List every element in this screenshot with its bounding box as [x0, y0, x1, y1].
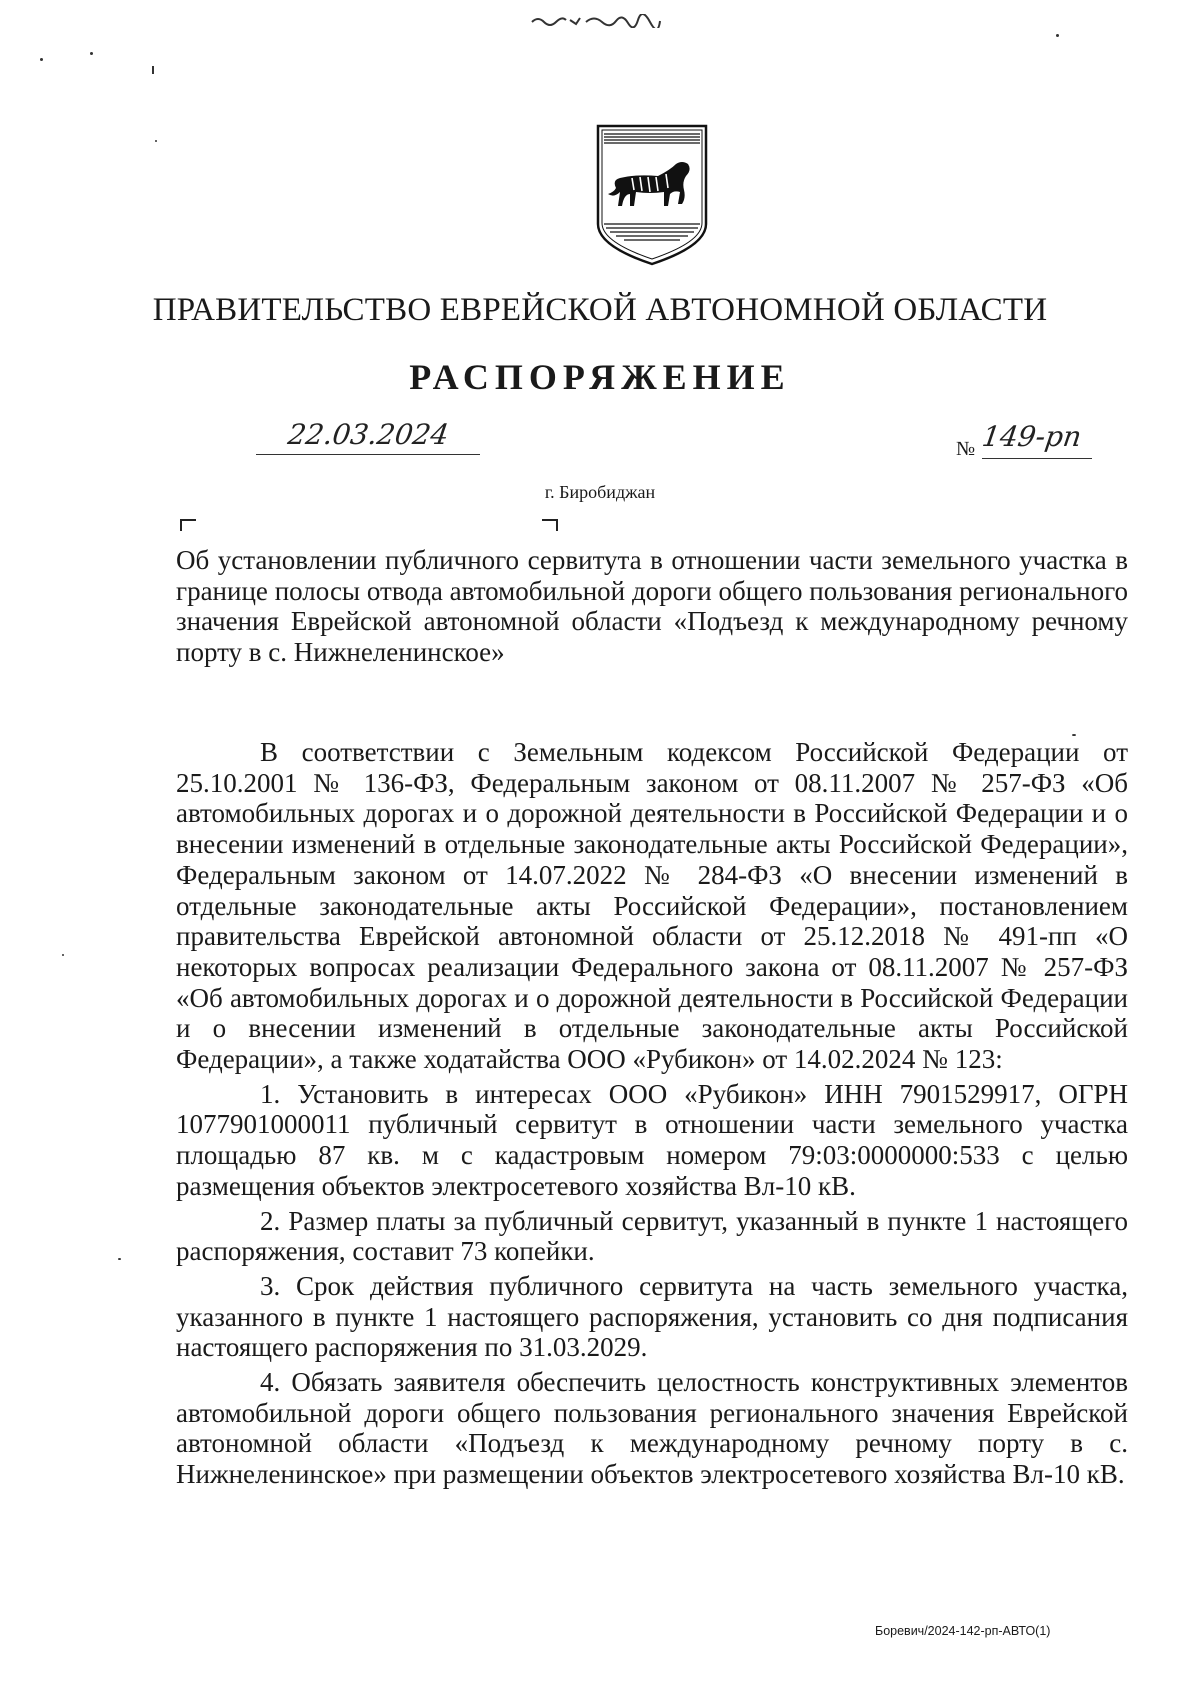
subject-corner-mark-right — [542, 519, 558, 531]
preamble-paragraph: В соответствии с Земельным кодексом Российской Федерации от 25.10.2001 № 136-ФЗ, Федеральным законом от 08.11.2007 № 257-ФЗ «Об автомобильных дорогах и о дорожной деятельности в Российской Федерации и о внесении изменений в отдельные законодательные акты Российской Федерации», Федеральным законом от 14.07.2022 № 284-ФЗ «О внесении изменений в отдельные законодательные акты Российской Федерации», постановлением правительства Еврейской автономной области от 25.12.2018 № 491-пп «О некоторых вопросах реализации Федерального закона от 08.11.2007 № 257-ФЗ «Об автомобильных дорогах и о дорожной деятельности в Российской Федерации и о внесении изменений в отдельные законодательные акты Российской Федерации», а также ходатайства ООО «Рубикон» от 14.02.2024 № 123: — [176, 737, 1128, 1075]
city-name: г. Биробиджан — [544, 482, 656, 502]
scan-speck — [1072, 734, 1076, 736]
coat-of-arms-emblem — [596, 124, 708, 266]
date-underline — [256, 454, 480, 455]
number-label: № — [956, 438, 976, 460]
scan-stamp-mark — [530, 14, 690, 28]
footer-reference: Боревич/2024-142-рп-АВТО(1) — [875, 1624, 1051, 1638]
document-type-heading: РАСПОРЯЖЕНИЕ — [409, 357, 791, 397]
subject-corner-mark-left — [180, 519, 196, 531]
scan-speck — [90, 52, 93, 55]
order-item-2: 2. Размер платы за публичный сервитут, указанный в пункте 1 настоящего распоряжения, составит 73 копейки. — [176, 1205, 1128, 1267]
order-item-1: 1. Установить в интересах ООО «Рубикон» ИНН 7901529917, ОГРН 1077901000011 публичный сервитут в отношении части земельного участка площадью 87 кв. м с кадастровым номером 79:03:0000000:533 с целью размещения объектов электросетевого хозяйства Вл-10 кВ. — [176, 1078, 1128, 1201]
scan-speck — [118, 1258, 121, 1260]
scan-speck — [155, 140, 157, 142]
handwritten-document-number: 149-рп — [980, 420, 1084, 453]
document-body — [176, 737, 1128, 1490]
scan-speck — [152, 66, 154, 74]
number-underline — [982, 458, 1092, 459]
order-item-4: 4. Обязать заявителя обеспечить целостность конструктивных элементов автомобильной дороги общего пользования регионального значения Еврейской автономной области «Подъезд к международному речному порту в с. Нижнеленинское» при размещении объектов электросетевого хозяйства Вл-10 кВ. — [176, 1367, 1128, 1490]
scan-speck — [62, 954, 64, 956]
document-subject: Об установлении публичного сервитута в отношении части земельного участка в границе полосы отвода автомобильной дороги общего пользования регионального значения Еврейской автономной области «Подъезд к международному речному порту в с. Нижнеленинское» — [176, 545, 1128, 667]
scan-speck — [1056, 34, 1059, 37]
government-title: ПРАВИТЕЛЬСТВО ЕВРЕЙСКОЙ АВТОНОМНОЙ ОБЛАСТИ — [152, 292, 1048, 328]
handwritten-date: 22.03.2024 — [285, 418, 451, 451]
order-item-3: 3. Срок действия публичного сервитута на часть земельного участка, указанного в пункте 1 настоящего распоряжения, установить со дня подписания настоящего распоряжения по 31.03.2029. — [176, 1270, 1128, 1363]
scan-speck — [40, 58, 43, 61]
